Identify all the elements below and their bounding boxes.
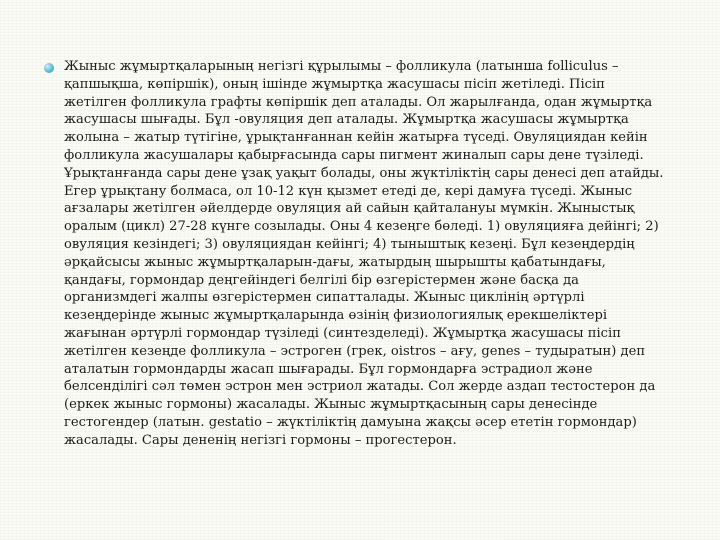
body-text: Жыныс жұмыртқаларының негізгі құрылымы – фолликула (латынша folliculus – қапшықша, көпіршік), оның ішінде жұмыртқа жасушасы пісіп жетіледі. Пісіп жетілген фолликула графты көпіршік деп аталады. Ол жарылғанда, одан жұмыртқа жасушасы шығады. Бұл -овуляция деп аталады. Жұмыртқа жасушасы жұмыртқа жолына – жатыр түтігіне, ұрықтанғаннан кейін жатырға түседі. Овуляциядан кейін фолликула жасушалары қабырғасында сары пигмент жиналып сары дене түзіледі. Ұрықтанғанда сары дене ұзақ уақыт болады, оны жүктіліктің сары денесі деп атайды. Егер ұрықтану болмаса, ол 10-12 күн қызмет етеді де, кері дамуға түседі. Жыныс ағзалары жетілген әйелдерде овуляция ай сайын қайталануы мүмкін. Жыныстық оралым (цикл) 27-28 күнге созылады. Оны 4 кезеңге бөледі. 1) овуляцияға дейінгі; 2) овуляция кезіндегі; 3) овуляциядан кейінгі; 4) тыныштық кезеңі. Бұл кезеңдердің әрқайсысы жыныс жұмыртқаларын-дағы, жатырдың шырышты қабатындағы, қандағы, гормондар деңгейіндегі белгілі бір өзгерістермен және басқа да организмдегі жалпы өзгерістермен сипатталады. Жыныс циклінің әртүрлі кезеңдерінде жыныс жұмыртқаларында өзінің физиологиялық ерекшеліктері жағынан әртүрлі гормондар түзіледі (синтезделеді). Жұмыртқа жасушасы пісіп жетілген кезеңде фолликула – эстроген (грек, oistros – ағу, genes – тудыратын) деп аталатын гормондарды жасап шығарады. Бұл гормондарға эстрадиол және белсенділігі сәл төмен эстрон мен эстриол жатады. Сол жерде аздап тестостерон да (еркек жыныс гормоны) жасалады. Жыныс жұмыртқасының сары денесінде гестогендер (латын. gestatio – жүктіліктің дамуына жақсы әсер ететін гормондар) жасалады. Сары дененің негізгі гормоны – прогестерон. bbox=[64, 59, 664, 448]
bullet-paragraph bbox=[44, 58, 668, 450]
round-bullet-icon bbox=[44, 63, 54, 73]
